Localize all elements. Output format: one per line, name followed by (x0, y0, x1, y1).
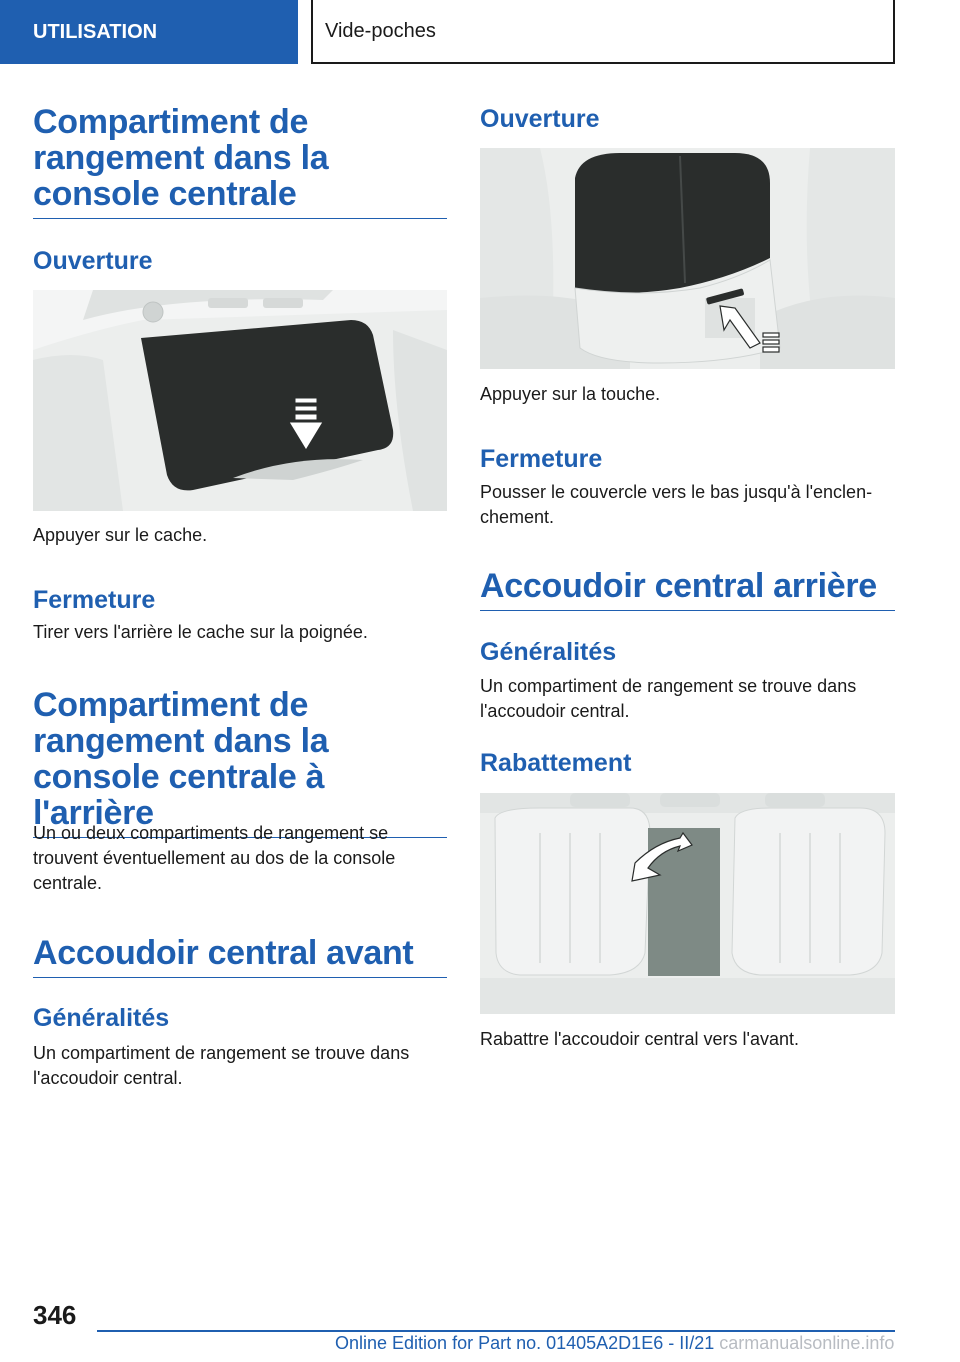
caption-ouverture-right-text: Appuyer sur la touche. (480, 384, 661, 404)
heading-console (33, 104, 447, 219)
page-number: 346 (33, 1300, 77, 1330)
figure-rear-seat (480, 793, 895, 1014)
figure-console-cover (33, 290, 447, 511)
caption-ouverture-left-text: Appuyer sur le cache. (33, 525, 208, 545)
chapter-title (311, 0, 895, 64)
heading-console-text: Compartiment de rangement dans la console centrale (33, 104, 447, 219)
text-generalites-left (33, 1041, 447, 1091)
section-label: UTILISATION (33, 20, 158, 43)
subheading-generalites-left (33, 1003, 447, 1033)
footer-site: carmanualsonline.info (719, 1333, 895, 1353)
heading-armrest-front (33, 935, 447, 978)
caption-ouverture-left (33, 523, 447, 548)
subheading-generalites-right (480, 637, 895, 667)
subheading-fermeture-left (33, 585, 447, 615)
heading-armrest-rear (480, 568, 895, 611)
text-fermeture-right (480, 480, 895, 530)
heading-armrest-front-text: Accoudoir central avant (33, 935, 447, 978)
subheading-ouverture-left (33, 246, 447, 276)
subheading-rabattement-text: Rabattement (480, 749, 632, 777)
heading-armrest-rear-text: Accoudoir central arrière (480, 568, 895, 611)
subheading-generalites-right-text: Généralités (480, 638, 617, 666)
caption-ouverture-right (480, 382, 895, 407)
heading-console-rear-text: Compartiment de rangement dans la console centrale à l'arrière (33, 687, 447, 838)
text-generalites-right-text: Un compartiment de rangement se trouve dans l'accoudoir central. (480, 676, 857, 721)
footer-edition-text: Online Edition for Part no. 01405A2D1E6 - II/21 (335, 1333, 715, 1353)
subheading-fermeture-left-text: Fermeture (33, 586, 156, 614)
subheading-fermeture-right-text: Fermeture (480, 445, 603, 473)
chapter-title-text: Vide-poches (325, 19, 436, 42)
subheading-ouverture-left-text: Ouverture (33, 247, 153, 275)
caption-rabattement (480, 1027, 895, 1052)
text-console-rear (33, 821, 433, 896)
text-generalites-left-text: Un compartiment de rangement se trouve dans l'accoudoir central. (33, 1043, 410, 1088)
subheading-fermeture-right (480, 444, 895, 474)
heading-console-rear (33, 687, 447, 838)
subheading-ouverture-right-text: Ouverture (480, 105, 600, 133)
section-tab[interactable] (0, 0, 298, 64)
footer-divider (97, 1330, 895, 1332)
subheading-generalites-left-text: Généralités (33, 1004, 170, 1032)
text-fermeture-left-text: Tirer vers l'arrière le cache sur la poignée. (33, 622, 368, 642)
figure-armrest-button (480, 148, 895, 369)
text-fermeture-left (33, 620, 447, 645)
caption-rabattement-text: Rabattre l'accoudoir central vers l'avant. (480, 1029, 800, 1049)
subheading-rabattement (480, 748, 895, 778)
subheading-ouverture-right (480, 104, 895, 134)
text-generalites-right (480, 674, 890, 724)
text-console-rear-text: Un ou deux compartiments de rangement se trouvent éventuellement au dos de la console centrale. (33, 823, 396, 893)
footer-edition (335, 1333, 894, 1354)
text-fermeture-right-text: Pousser le couvercle vers le bas jusqu'à l'enclenchement. (480, 482, 873, 527)
